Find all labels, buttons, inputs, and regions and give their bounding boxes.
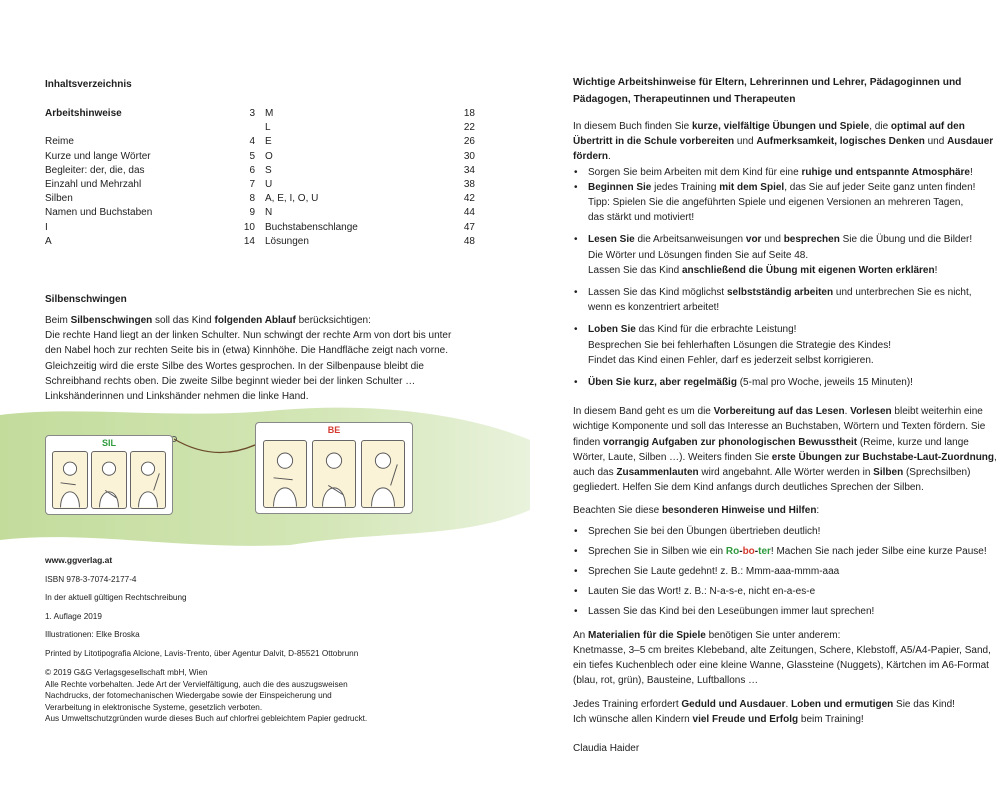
toc-page: 7 — [249, 178, 255, 190]
publisher-website: www.ggverlag.at — [45, 555, 113, 565]
toc-entry: S — [265, 164, 272, 176]
list-item: • Beginnen Sie jedes Training mit dem Spiel, das Sie auf jeder Seite ganz unten finden! Tipp: Spielen Sie die angeführten Spiele und eigenen Versionen an mehreren Tagen, das stärkt und motiviert! — [573, 180, 998, 226]
list-item: • Lesen Sie die Arbeitsanweisungen vor und besprechen Sie die Übung und die Bilder! Die Wörter und Lösungen finden Sie auf Seite 48. Lassen Sie das Kind anschließend die Übung mit eigenen Worten erklären! — [573, 232, 998, 278]
toc-entry: Kurze und lange Wörter — [45, 150, 151, 162]
list-item: • Sprechen Sie in Silben wie ein Ro-bo-ter! Machen Sie nach jeder Silbe eine kurze Pause! — [573, 544, 998, 559]
toc-page: 6 — [249, 164, 255, 176]
toc-page: 30 — [463, 150, 475, 162]
toc-entry: Arbeitshinweise — [45, 108, 122, 119]
toc-page: 26 — [463, 136, 475, 148]
toc-entry: A — [45, 235, 52, 247]
edition: 1. Auflage 2019 — [45, 611, 102, 621]
intro-paragraph: In diesem Buch finden Sie kurze, vielfältige Übungen und Spiele, die optimal auf den Übertritt in die Schule vorbereiten und Aufmerksamkeit, logisches Denken und Ausdauer fördern. — [573, 121, 994, 163]
toc-entry: Einzahl und Mehrzahl — [45, 178, 142, 190]
toc-entry: E — [265, 136, 272, 148]
toc-row — [45, 192, 475, 206]
printer-credit: Printed by Litotipografia Alcione, Lavis-Trento, über Agentur Dalvit, D-85521 Ottobrunn — [45, 648, 359, 658]
toc-page: 3 — [249, 108, 255, 119]
copyright-block: © 2019 G&G Verlagsgesellschaft mbH, Wien Alle Rechte vorbehalten. Jede Art der Vervielfältigung, auch die des auszugsweisen Nachdrucks, der fotomechanischen Wiedergabe sowie der Einspeicherung und Verarbeitung in elektronische Systeme, gesetzlich verboten. Aus Umweltschutzgründen wurde dieses Buch auf chlorfrei gebleichtem Papier gedruckt. — [45, 668, 368, 724]
toc-entry: A, E, I, O, U — [265, 193, 319, 205]
toc-entry: Lösungen — [265, 235, 309, 247]
toc-page: 5 — [249, 150, 255, 162]
toc-page: 4 — [249, 136, 255, 148]
spelling-note: In der aktuell gültigen Rechtschreibung — [45, 593, 187, 602]
toc-row — [45, 221, 475, 235]
toc-page: 48 — [463, 235, 475, 247]
imprint — [45, 555, 475, 725]
toc-entry: Begleiter: der, die, das — [45, 164, 145, 176]
toc-entry: Namen und Buchstaben — [45, 207, 153, 219]
toc-page: 18 — [463, 108, 475, 119]
closing-paragraph: Jedes Training erfordert Geduld und Ausdauer. Loben und ermutigen Sie das Kind! Ich wünsche allen Kindern viel Freude und Erfolg beim Training! — [573, 698, 955, 725]
toc-page: 44 — [463, 207, 475, 219]
toc-page: 22 — [463, 122, 475, 134]
work-instructions — [573, 74, 998, 756]
toc-row — [45, 164, 475, 178]
list-item: • Sprechen Sie bei den Übungen übertrieben deutlich! — [573, 524, 998, 539]
toc-title: Inhaltsverzeichnis — [45, 79, 132, 90]
toc-row — [45, 178, 475, 192]
toc-entry: N — [265, 207, 273, 219]
toc-page: 10 — [243, 221, 255, 233]
toc-page: 42 — [463, 193, 475, 205]
band-paragraph: In diesem Band geht es um die Vorbereitung auf das Lesen. Vorlesen bleibt weiterhin eine wichtige Komponente und soll das Interesse an Buchstaben, Wörtern und Texten fördern. Sie finden vorrangig Aufgaben zur phonologischen Bewusstheit (Reime, kurze und lange Wörter, Laute, Silben …). Weiters finden Sie erste Übungen zur Buchstabe-Laut-Zuordnung, auch das Zusammenlauten wird angebahnt. Alle Wörter werden in Silben (Sprechsilben) gegliedert. Helfen Sie dem Kind anfangs durch deutliches Sprechen der Silben. — [573, 406, 997, 494]
card-label-be: BE — [327, 425, 341, 435]
syllable-card-be — [255, 422, 413, 514]
hints-heading: Beachten Sie diese besonderen Hinweise und Hilfen: — [573, 505, 820, 517]
toc-row — [45, 135, 475, 149]
isbn: ISBN 978-3-7074-2177-4 — [45, 574, 137, 584]
toc-entry: Silben — [45, 193, 73, 205]
toc-entry: U — [265, 178, 273, 190]
toc-row — [45, 107, 475, 121]
child-figure-panel — [52, 451, 88, 509]
toc-entry: O — [265, 150, 273, 162]
signature: Claudia Haider — [573, 742, 640, 754]
child-figure-panel — [130, 451, 166, 509]
toc-row — [45, 150, 475, 164]
silben-title: Silbenschwingen — [45, 294, 127, 305]
toc-page: 38 — [463, 178, 475, 190]
toc-row — [45, 235, 475, 249]
child-figure-panel — [312, 440, 356, 508]
toc-page: 8 — [249, 193, 255, 205]
instructions-title: Wichtige Arbeitshinweise für Eltern, Lehrerinnen und Lehrer, Pädagoginnen und Pädagogen, Therapeutinnen und Therapeuten — [573, 77, 962, 105]
card-label-sil: SIL — [101, 438, 116, 448]
child-figure-panel — [91, 451, 127, 509]
illustrations-credit: Illustrationen: Elke Broska — [45, 630, 140, 639]
toc-entry: M — [265, 108, 274, 119]
toc-page: 34 — [463, 164, 475, 176]
list-item: • Lauten Sie das Wort! z. B.: N-a-s-e, nicht en-a-es-e — [573, 584, 998, 599]
toc-row — [45, 206, 475, 220]
instruction-list — [573, 165, 998, 391]
list-item: • Loben Sie das Kind für die erbrachte Leistung! Besprechen Sie bei fehlerhaften Lösungen die Strategie des Kindes! Findet das Kind einen Fehler, darf es jederzeit selbst korrigieren. — [573, 322, 998, 368]
list-item: • Üben Sie kurz, aber regelmäßig (5-mal pro Woche, jeweils 15 Minuten)! — [573, 375, 998, 390]
toc-page: 9 — [249, 207, 255, 219]
silben-text: Beim Silbenschwingen soll das Kind folgenden Ablauf berücksichtigen: Die rechte Hand liegt an der linken Schulter. Nun schwingt der rechte Arm von dort bis unter den Nabel hoch zur rechten Seite bis in (etwa) Kinnhöhe. Die Handfläche zeigt nach vorne. Gleichzeitig wird die erste Silbe des Wortes gesprochen. In der Silbenpause bleibt die Schreibhand rechts oben. Die zweite Silbe beginnt wieder bei der linken Schulter … Linkshänderinnen und Linkshänder nehmen die linke Hand. — [45, 315, 452, 403]
list-item: • Lassen Sie das Kind bei den Leseübungen immer laut sprechen! — [573, 604, 998, 619]
list-item: • Sprechen Sie Laute gedehnt! z. B.: Mmm-aaa-mmm-aaa — [573, 564, 998, 579]
toc-row — [45, 121, 475, 135]
toc-page: 14 — [243, 235, 255, 247]
toc-entry: I — [45, 221, 48, 233]
materials-paragraph: An Materialien für die Spiele benötigen Sie unter anderem: Knetmasse, 3–5 cm breites Klebeband, alte Zeitungen, Schere, Klebstoff, A5/A4-Papier, Sand, ein tiefes Kuchenblech oder eine kleine Wanne, Glassteine (Nuggets), Kärtchen im A6-Format (blau, rot, grün), Bausteine, Luftballons … — [573, 629, 991, 687]
toc-page: 47 — [463, 221, 475, 233]
toc-entry: L — [265, 122, 271, 134]
child-figure-panel — [263, 440, 307, 508]
list-item: • Lassen Sie das Kind möglichst selbstständig arbeiten und unterbrechen Sie es nicht, wenn es konzentriert arbeitet! — [573, 285, 998, 315]
table-of-contents — [45, 107, 475, 249]
syllable-card-sil — [45, 435, 173, 515]
hints-list — [573, 524, 998, 620]
child-figure-panel — [361, 440, 405, 508]
toc-entry: Reime — [45, 136, 74, 148]
list-item: • Sorgen Sie beim Arbeiten mit dem Kind für eine ruhige und entspannte Atmosphäre! — [573, 165, 998, 180]
toc-entry: Buchstabenschlange — [265, 221, 358, 233]
